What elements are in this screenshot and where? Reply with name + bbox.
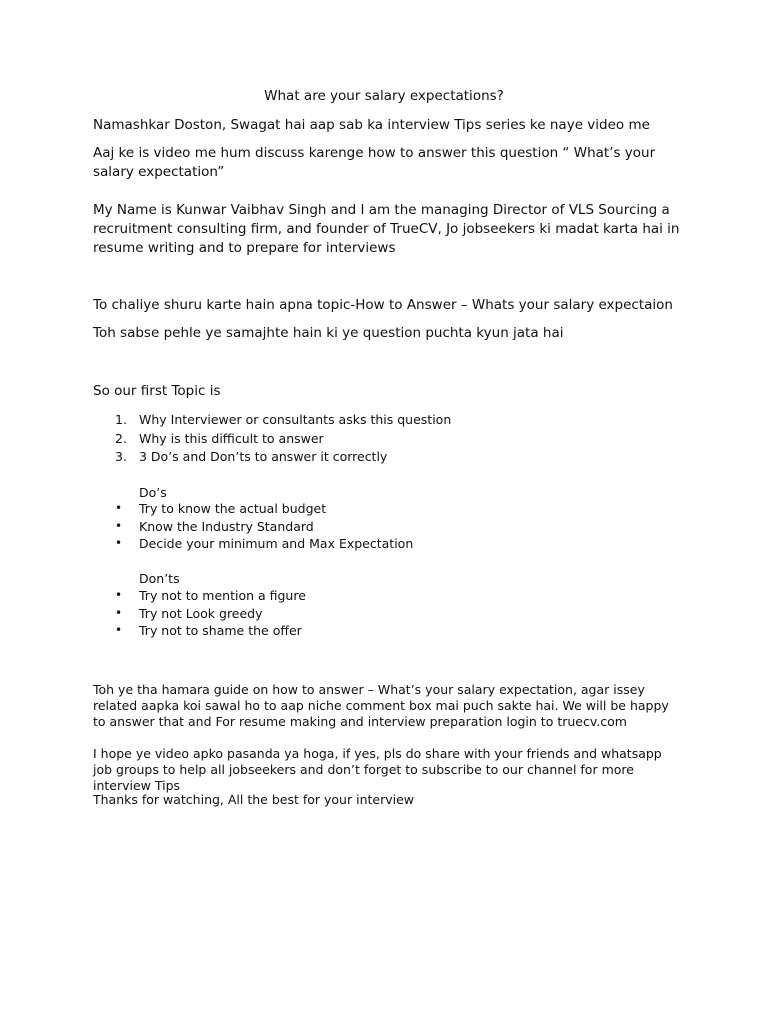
bullet-icon: • [115,518,123,533]
first-topic-paragraph: So our first Topic is [93,383,221,399]
thanks-paragraph: Thanks for watching, All the best for your interview [93,792,415,807]
about-paragraph: My Name is Kunwar Vaibhav Singh and I am the managing Director of VLS Sourcing a recruitment consulting firm, and founder of TrueCV, Jo jobseekers ki madat karta hai in resume writing and to prepare for interviews [93,202,680,256]
bullet-icon: • [115,623,123,637]
list-number: 1. [115,412,127,427]
list-item [93,430,451,449]
list-item [93,605,306,623]
list-item [93,500,413,518]
guide-paragraph: Toh ye tha hamara guide on how to answer – What’s your salary expectation, agar issey related aapka koi sawal ho to aap niche comment box mai puch sakte hai. We will be happy to answer that and For resume making and interview preparation login to truecv.com [93,682,669,729]
list-number: 2. [115,430,127,446]
list-item-text: Try not Look greedy [139,605,263,621]
list-item [93,622,306,640]
page-title: What are your salary expectations? [264,88,504,104]
bullet-icon: • [115,501,123,515]
list-item [93,411,451,430]
dos-heading: Do’s [139,485,167,500]
list-item-text: Know the Industry Standard [139,518,314,534]
start-paragraph: To chaliye shuru karte hain apna topic-How to Answer – Whats your salary expectaion [93,297,673,313]
topic-numbered-list [93,411,451,467]
list-item-text: Why is this difficult to answer [139,430,324,446]
list-item-text: 3 Do’s and Don’ts to answer it correctly [139,449,388,464]
list-item-text: Decide your minimum and Max Expectation [139,536,414,551]
list-item [93,448,451,467]
donts-bullet-list [93,587,306,640]
donts-heading: Don’ts [139,571,180,586]
greeting-paragraph: Namashkar Doston, Swagat hai aap sab ka interview Tips series ke naye video me [93,117,650,133]
list-item-text: Try to know the actual budget [139,501,327,516]
why-paragraph: Toh sabse pehle ye samajhte hain ki ye question puchta kyun jata hai [93,325,564,341]
topic-paragraph: Aaj ke is video me hum discuss karenge how to answer this question “ What’s your salary expectation” [93,145,656,180]
list-item [93,587,306,605]
list-item-text: Try not to shame the offer [139,623,302,638]
bullet-icon: • [115,605,123,620]
list-item-text: Try not to mention a figure [139,588,306,603]
list-number: 3. [115,449,127,464]
bullet-icon: • [115,536,123,550]
list-item [93,535,413,553]
list-item [93,518,413,536]
share-paragraph: I hope ye video apko pasanda ya hoga, if yes, pls do share with your friends and whatsapp job groups to help all jobseekers and don’t forget to subscribe to our channel for more interview Tips [93,746,662,793]
bullet-icon: • [115,588,123,602]
dos-bullet-list [93,500,413,553]
list-item-text: Why Interviewer or consultants asks this question [139,412,452,427]
